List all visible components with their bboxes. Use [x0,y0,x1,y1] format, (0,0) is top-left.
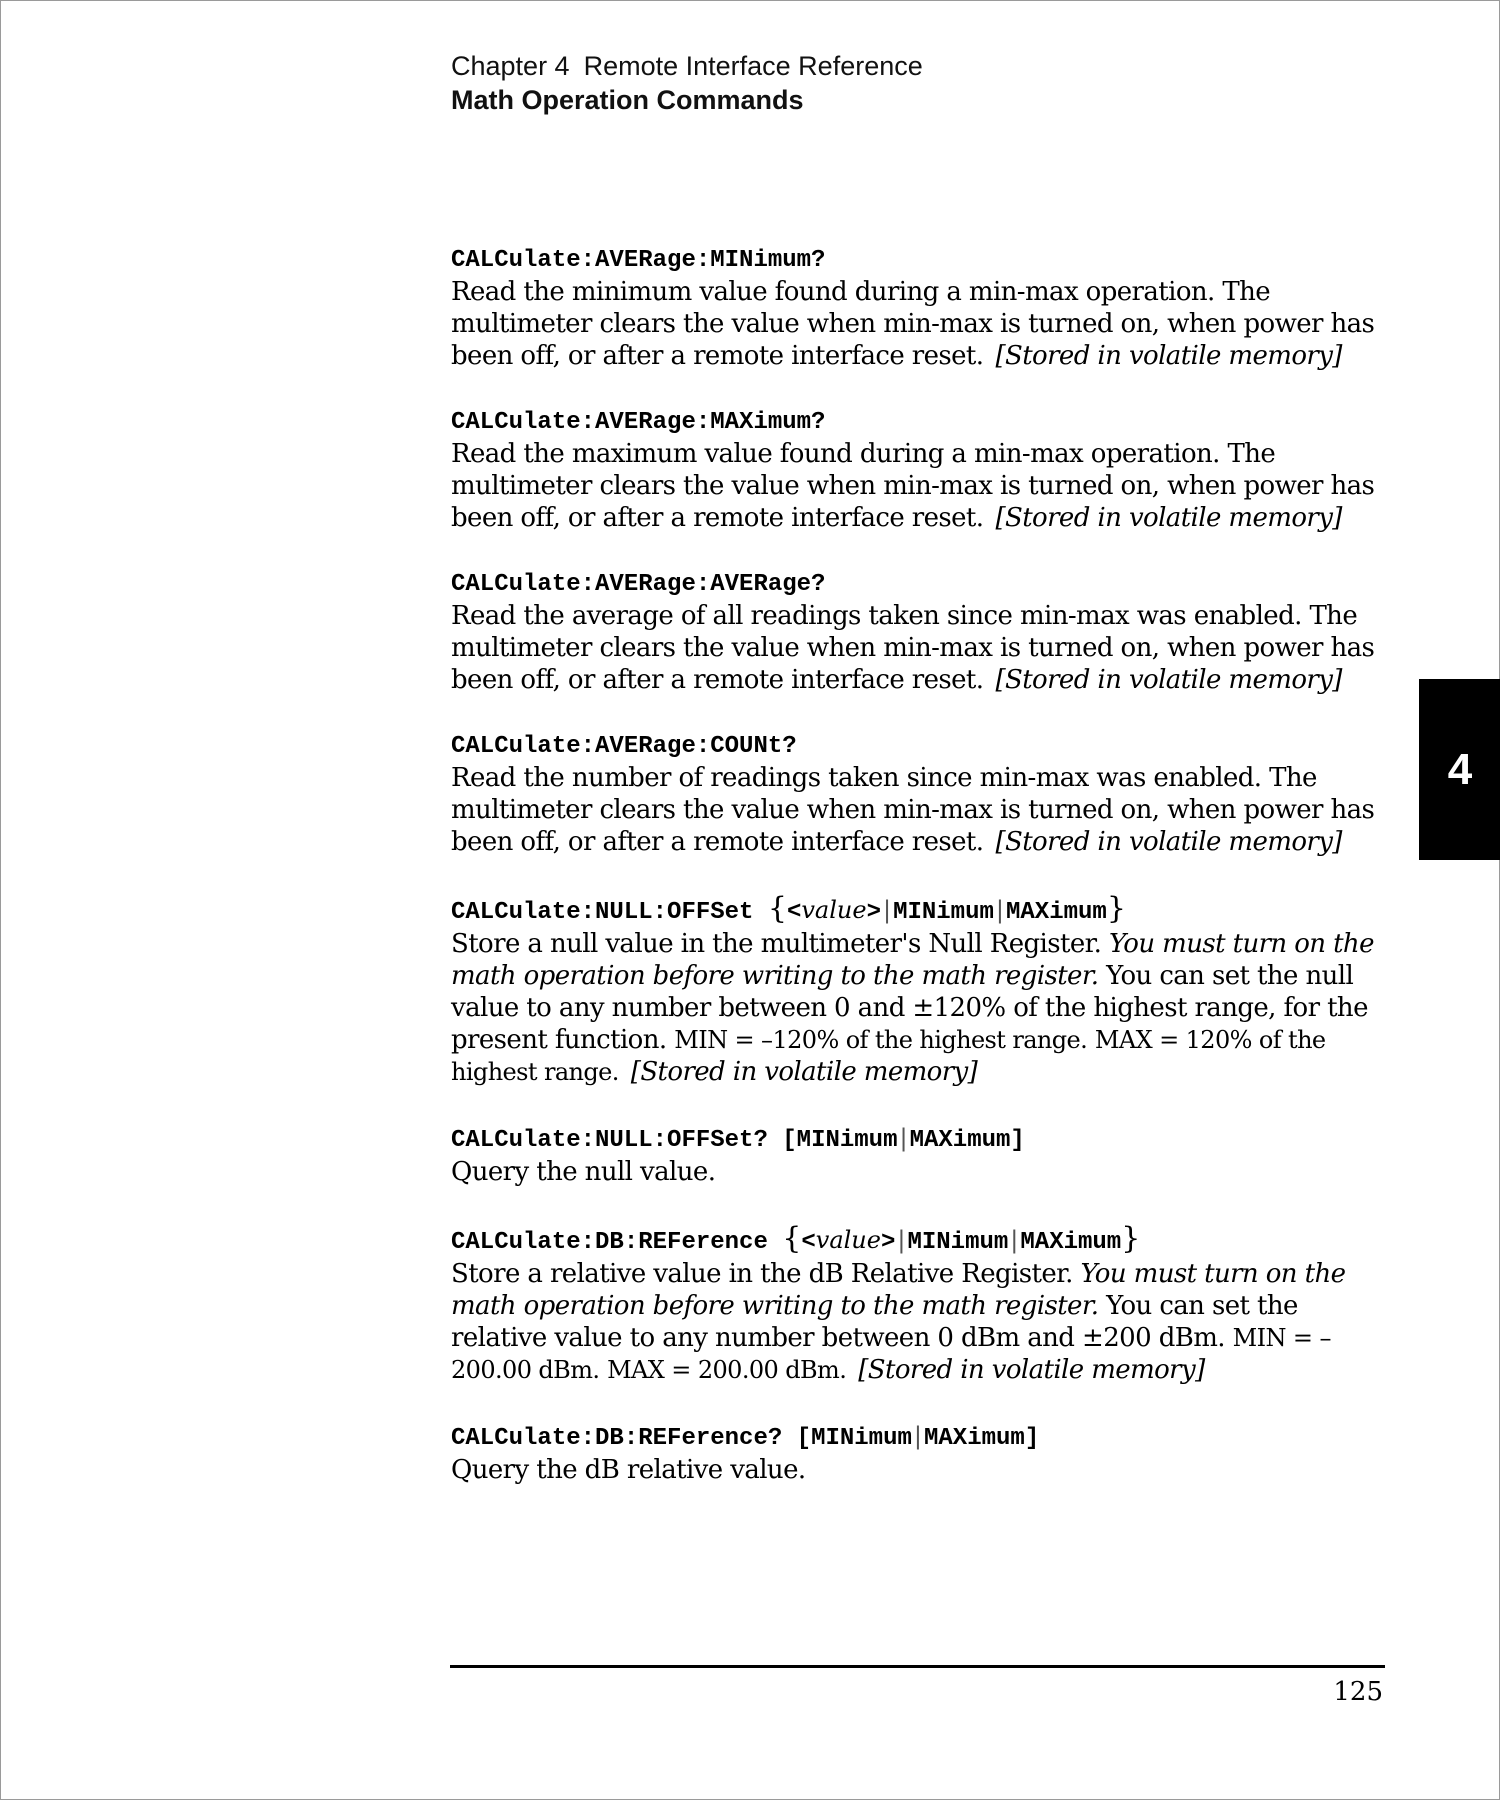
option-minimum: MINimum [893,899,994,926]
brace-open: { [782,1221,802,1256]
storage-note: [Stored in volatile memory] [995,827,1342,857]
command-description [451,438,1381,534]
command-syntax [451,1421,1381,1454]
storage-note: [Stored in volatile memory] [995,341,1342,371]
description-text: Read the minimum value found during a min-max operation. The multimeter clears the value when min-max is turned on, when power has been off, or after a remote interface reset. [451,277,1375,371]
page-header [451,49,1351,117]
command-description [451,928,1381,1088]
min-definition: MIN = –200.00 dBm. [451,1324,1331,1384]
min-definition: MIN = –120% of the highest range. [674,1026,1088,1054]
command-entry-average-maximum [451,407,1381,534]
description-text: Read the average of all readings taken since min-max was enabled. The multimeter clears the value when min-max is turned on, when power has been off, or after a remote interface reset. [451,601,1375,695]
command-keyword: CALCulate:NULL:OFFSet [451,899,768,926]
command-description [451,600,1381,696]
angle-open: < [786,899,802,926]
separator-bar: | [897,1226,906,1254]
option-minimum: MINimum [796,1127,898,1154]
separator-bar: | [913,1422,922,1450]
command-description [451,762,1381,858]
chapter-label: Chapter 4 [451,51,570,81]
bracket-close: ] [1010,1127,1025,1154]
separator-bar: | [995,896,1004,924]
command-entry-average-count [451,731,1381,858]
angle-close: > [866,899,881,926]
brace-open: { [767,891,787,926]
command-syntax: CALCulate:AVERage:MINimum? [451,247,826,274]
description-text-b: You can set the relative value to any number between 0 dBm and ±200 dBm. [451,1291,1298,1353]
page-number: 125 [1333,1677,1383,1707]
command-syntax [451,1123,1381,1156]
max-definition: MAX = 120% of the highest range. [451,1026,1326,1086]
separator-bar: | [882,896,892,924]
param-placeholder: value [801,896,867,924]
brace-close: } [1106,891,1126,926]
bracket-open: [ [796,1425,812,1452]
command-keyword: CALCulate:DB:REFerence? [451,1425,797,1452]
command-entry-null-offset [451,893,1381,1088]
command-entry-db-reference [451,1223,1381,1386]
footer-divider [450,1665,1385,1668]
angle-close: > [880,1229,896,1256]
option-minimum: MINimum [907,1229,1009,1256]
storage-note: [Stored in volatile memory] [630,1057,978,1087]
command-description [451,276,1381,372]
bracket-open: [ [782,1127,797,1154]
angle-open: < [801,1229,816,1256]
option-maximum: MAXimum [909,1127,1011,1154]
option-maximum: MAXimum [923,1425,1025,1452]
command-description: Query the dB relative value. [451,1455,806,1485]
command-entry-null-offset-query [451,1123,1381,1188]
storage-note: [Stored in volatile memory] [995,503,1342,533]
storage-note: [Stored in volatile memory] [995,665,1342,695]
description-emphasis: You must turn on the math operation before writing to the math register. [451,1259,1346,1321]
command-keyword: CALCulate:DB:REFerence [451,1229,783,1256]
command-entry-average-minimum [451,245,1381,372]
section-title: Math Operation Commands [451,85,804,115]
option-minimum: MINimum [811,1425,912,1452]
max-definition: MAX = 200.00 dBm. [607,1356,847,1384]
brace-close: } [1121,1221,1141,1256]
param-placeholder: value [815,1226,881,1254]
command-keyword: CALCulate:NULL:OFFSet? [451,1127,783,1154]
description-emphasis: You must turn on the math operation before writing to the math register. [451,929,1374,991]
bracket-close: ] [1024,1425,1040,1452]
separator-bar: | [1010,1226,1019,1254]
option-maximum: MAXimum [1020,1229,1122,1256]
command-syntax: CALCulate:AVERage:COUNt? [451,733,797,760]
description-text: Store a relative value in the dB Relative Register. [451,1259,1073,1289]
chapter-heading [451,49,1351,83]
option-maximum: MAXimum [1005,899,1107,926]
command-entry-average-average [451,569,1381,696]
command-syntax [451,893,1381,928]
command-list [451,245,1381,1521]
command-syntax: CALCulate:AVERage:MAXimum? [451,409,826,436]
description-text-b: You can set the null value to any number between 0 and ±120% of the highest range, for the present function. [451,961,1368,1055]
command-syntax [451,1223,1381,1258]
command-entry-db-reference-query [451,1421,1381,1486]
command-description [451,1258,1381,1386]
description-text: Read the maximum value found during a min-max operation. The multimeter clears the value when min-max is turned on, when power has been off, or after a remote interface reset. [451,439,1375,533]
chapter-title: Remote Interface Reference [583,51,923,81]
command-syntax: CALCulate:AVERage:AVERage? [451,571,826,598]
separator-bar: | [899,1124,908,1152]
chapter-thumb-tab: 4 [1419,679,1500,860]
storage-note: [Stored in volatile memory] [858,1355,1205,1385]
command-description: Query the null value. [451,1157,716,1187]
description-text: Read the number of readings taken since min-max was enabled. The multimeter clears the value when min-max is turned on, when power has been off, or after a remote interface reset. [451,763,1375,857]
description-text: Store a null value in the multimeter's Null Register. [451,929,1102,959]
